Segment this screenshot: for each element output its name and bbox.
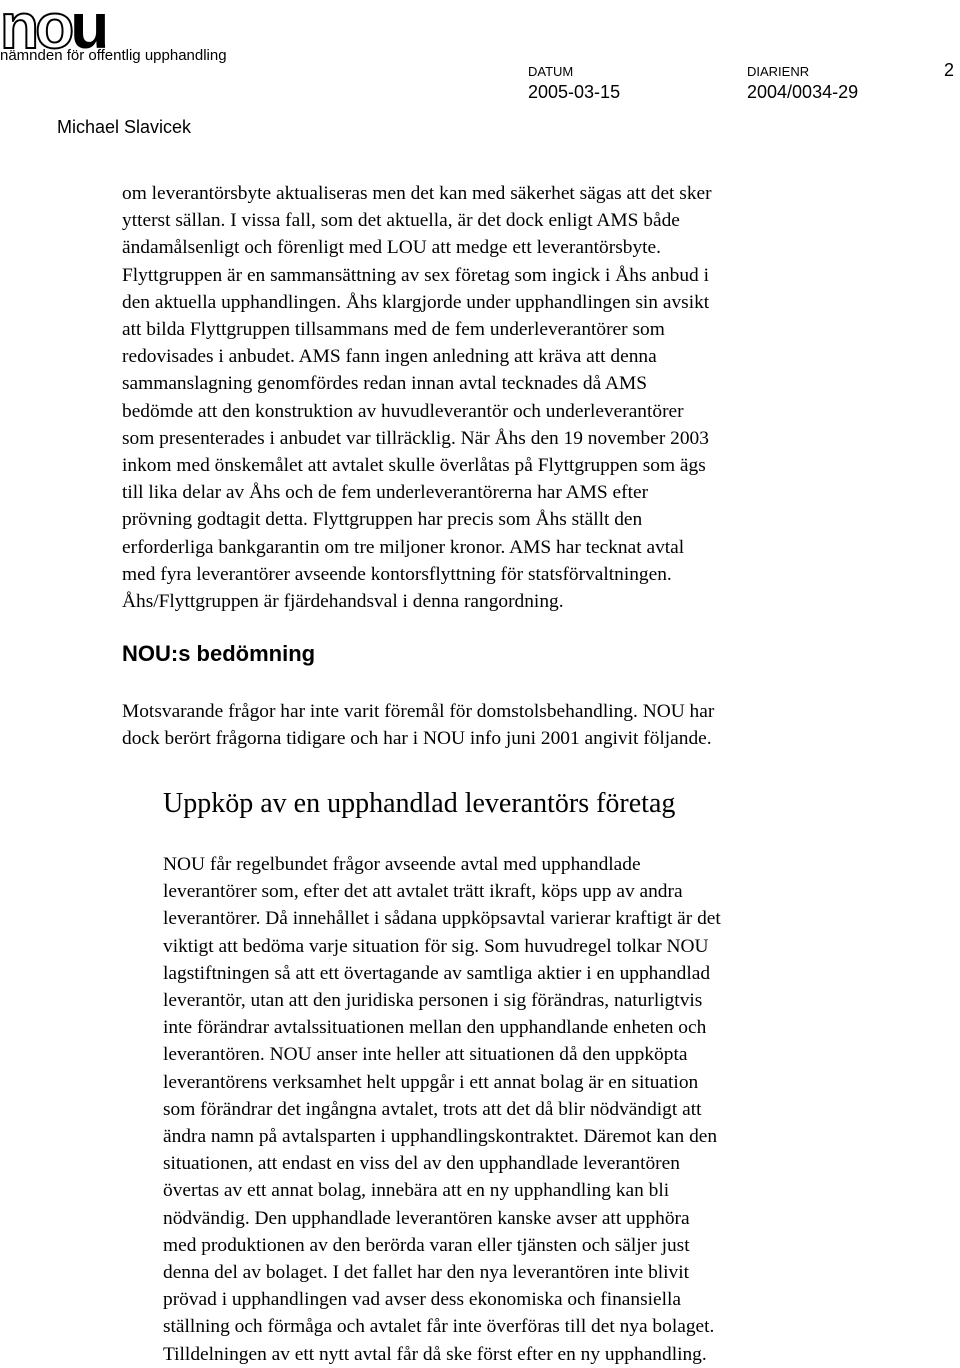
- text-line: leverantör, utan att den juridiska personen i sig förändras, naturligtvis: [163, 990, 703, 1012]
- text-line: nödvändig. Den upphandlade leverantören kanske avser att upphöra: [163, 1207, 690, 1229]
- nou-logo: [0, 0, 240, 70]
- text-line: Tilldelningen av ett nytt avtal får då ske först efter en ny upphandling.: [163, 1343, 707, 1365]
- text-line: ändra namn på avtalsparten i upphandlingskontraktet. Däremot kan den: [163, 1126, 718, 1148]
- body-paragraph-2: [122, 698, 922, 752]
- text-line: viktigt att bedöma varje situation för sig. Som huvudregel tolkar NOU: [163, 935, 709, 957]
- text-line: situationen, att endast en viss del av den upphandlade leverantören: [163, 1153, 680, 1175]
- text-line: som presenterades i anbudet var tillräcklig. När Åhs den 19 november 2003: [122, 427, 709, 449]
- text-line: prövad i upphandlingen vad avser dess ekonomiska och finansiella: [163, 1289, 682, 1311]
- text-line: Flyttgruppen är en sammansättning av sex företag som ingick i Åhs anbud i: [122, 264, 709, 286]
- text-line: Motsvarande frågor har inte varit föremål för domstolsbehandling. NOU har: [122, 701, 715, 722]
- section-heading: NOU:s bedömning: [122, 641, 316, 666]
- text-line: ändamålsenligt och förenligt med LOU att medge ett leverantörsbyte.: [122, 237, 661, 259]
- logo-wordmark: nou: [0, 0, 106, 62]
- text-line: den aktuella upphandlingen. Åhs klargjorde under upphandlingen sin avsikt: [122, 291, 710, 313]
- body-paragraph-1: [122, 180, 922, 615]
- text-line: om leverantörsbyte aktualiseras men det kan med säkerhet sägas att det sker: [122, 183, 712, 204]
- text-line: leverantörens verksamhet helt uppgår i ett annat bolag är en situation: [163, 1071, 699, 1093]
- logo-tagline: nämnden för offentlig upphandling: [0, 47, 227, 64]
- text-line: som förändrar det ingångna avtalet, trots att det då blir nödvändigt att: [163, 1098, 702, 1120]
- text-line: leverantörer. Då innehållet i sådana uppköpsavtal varierar kraftigt är det: [163, 908, 721, 930]
- text-line: lagstiftningen så att ett övertagande av samtliga aktier i en upphandlad: [163, 962, 711, 984]
- author-name: Michael Slavicek: [57, 117, 192, 137]
- text-line: övertas av ett annat bolag, innebära att en ny upphandling kan bli: [163, 1180, 670, 1202]
- text-line: leverantören. NOU anser inte heller att situationen då den uppköpta: [163, 1044, 688, 1066]
- text-line: till lika delar av Åhs och de fem underleverantörerna har AMS efter: [122, 482, 649, 504]
- text-line: inkom med önskemålet att avtalet skulle överlåtas på Flyttgruppen som ägs: [122, 455, 706, 477]
- text-line: med produktionen av den berörda varan eller tjänsten och säljer just: [163, 1234, 690, 1256]
- text-line: denna del av bolaget. I det fallet har den nya leverantören inte blivit: [163, 1262, 690, 1284]
- text-line: NOU får regelbundet frågor avseende avtal med upphandlade: [163, 854, 641, 875]
- text-line: redovisades i anbudet. AMS fann ingen anledning att kräva att denna: [122, 346, 657, 368]
- text-line: med fyra leverantörer avseende kontorsflyttning för statsförvaltningen.: [122, 563, 672, 585]
- text-line: ytterst sällan. I vissa fall, som det aktuella, är det dock enligt AMS både: [122, 210, 680, 232]
- page-number: 2: [943, 60, 954, 80]
- text-line: prövning godtagit detta. Flyttgruppen har precis som Åhs ställt den: [122, 509, 643, 531]
- text-line: sammanslagning genomfördes redan innan avtal tecknades då AMS: [122, 373, 648, 395]
- date-label: DATUM: [528, 64, 574, 79]
- text-line: att bilda Flyttgruppen tillsammans med de fem underleverantörer som: [122, 319, 665, 341]
- quoted-heading: Uppköp av en upphandlad leverantörs företag: [163, 788, 676, 819]
- text-line: Åhs/Flyttgruppen är fjärdehandsval i denna rangordning.: [122, 591, 564, 613]
- date-value: 2005-03-15: [528, 82, 621, 102]
- quoted-paragraph: [163, 851, 721, 1368]
- text-line: leverantörer som, efter det att avtalet trätt ikraft, köps upp av andra: [163, 881, 683, 903]
- text-line: bedömde att den konstruktion av huvudleverantör och underleverantörer: [122, 400, 684, 422]
- diary-number-label: DIARIENR: [747, 64, 810, 79]
- text-line: dock berört frågorna tidigare och har i NOU info juni 2001 angivit följande.: [122, 728, 712, 750]
- text-line: inte förändrar avtalssituationen mellan den upphandlande enheten och: [163, 1017, 707, 1039]
- text-line: erforderliga bankgarantin om tre miljoner kronor. AMS har tecknat avtal: [122, 536, 685, 558]
- diary-number-value: 2004/0034-29: [747, 82, 859, 102]
- text-line: ställning och förmåga och avtalet får inte överföras till det nya bolaget.: [163, 1316, 715, 1338]
